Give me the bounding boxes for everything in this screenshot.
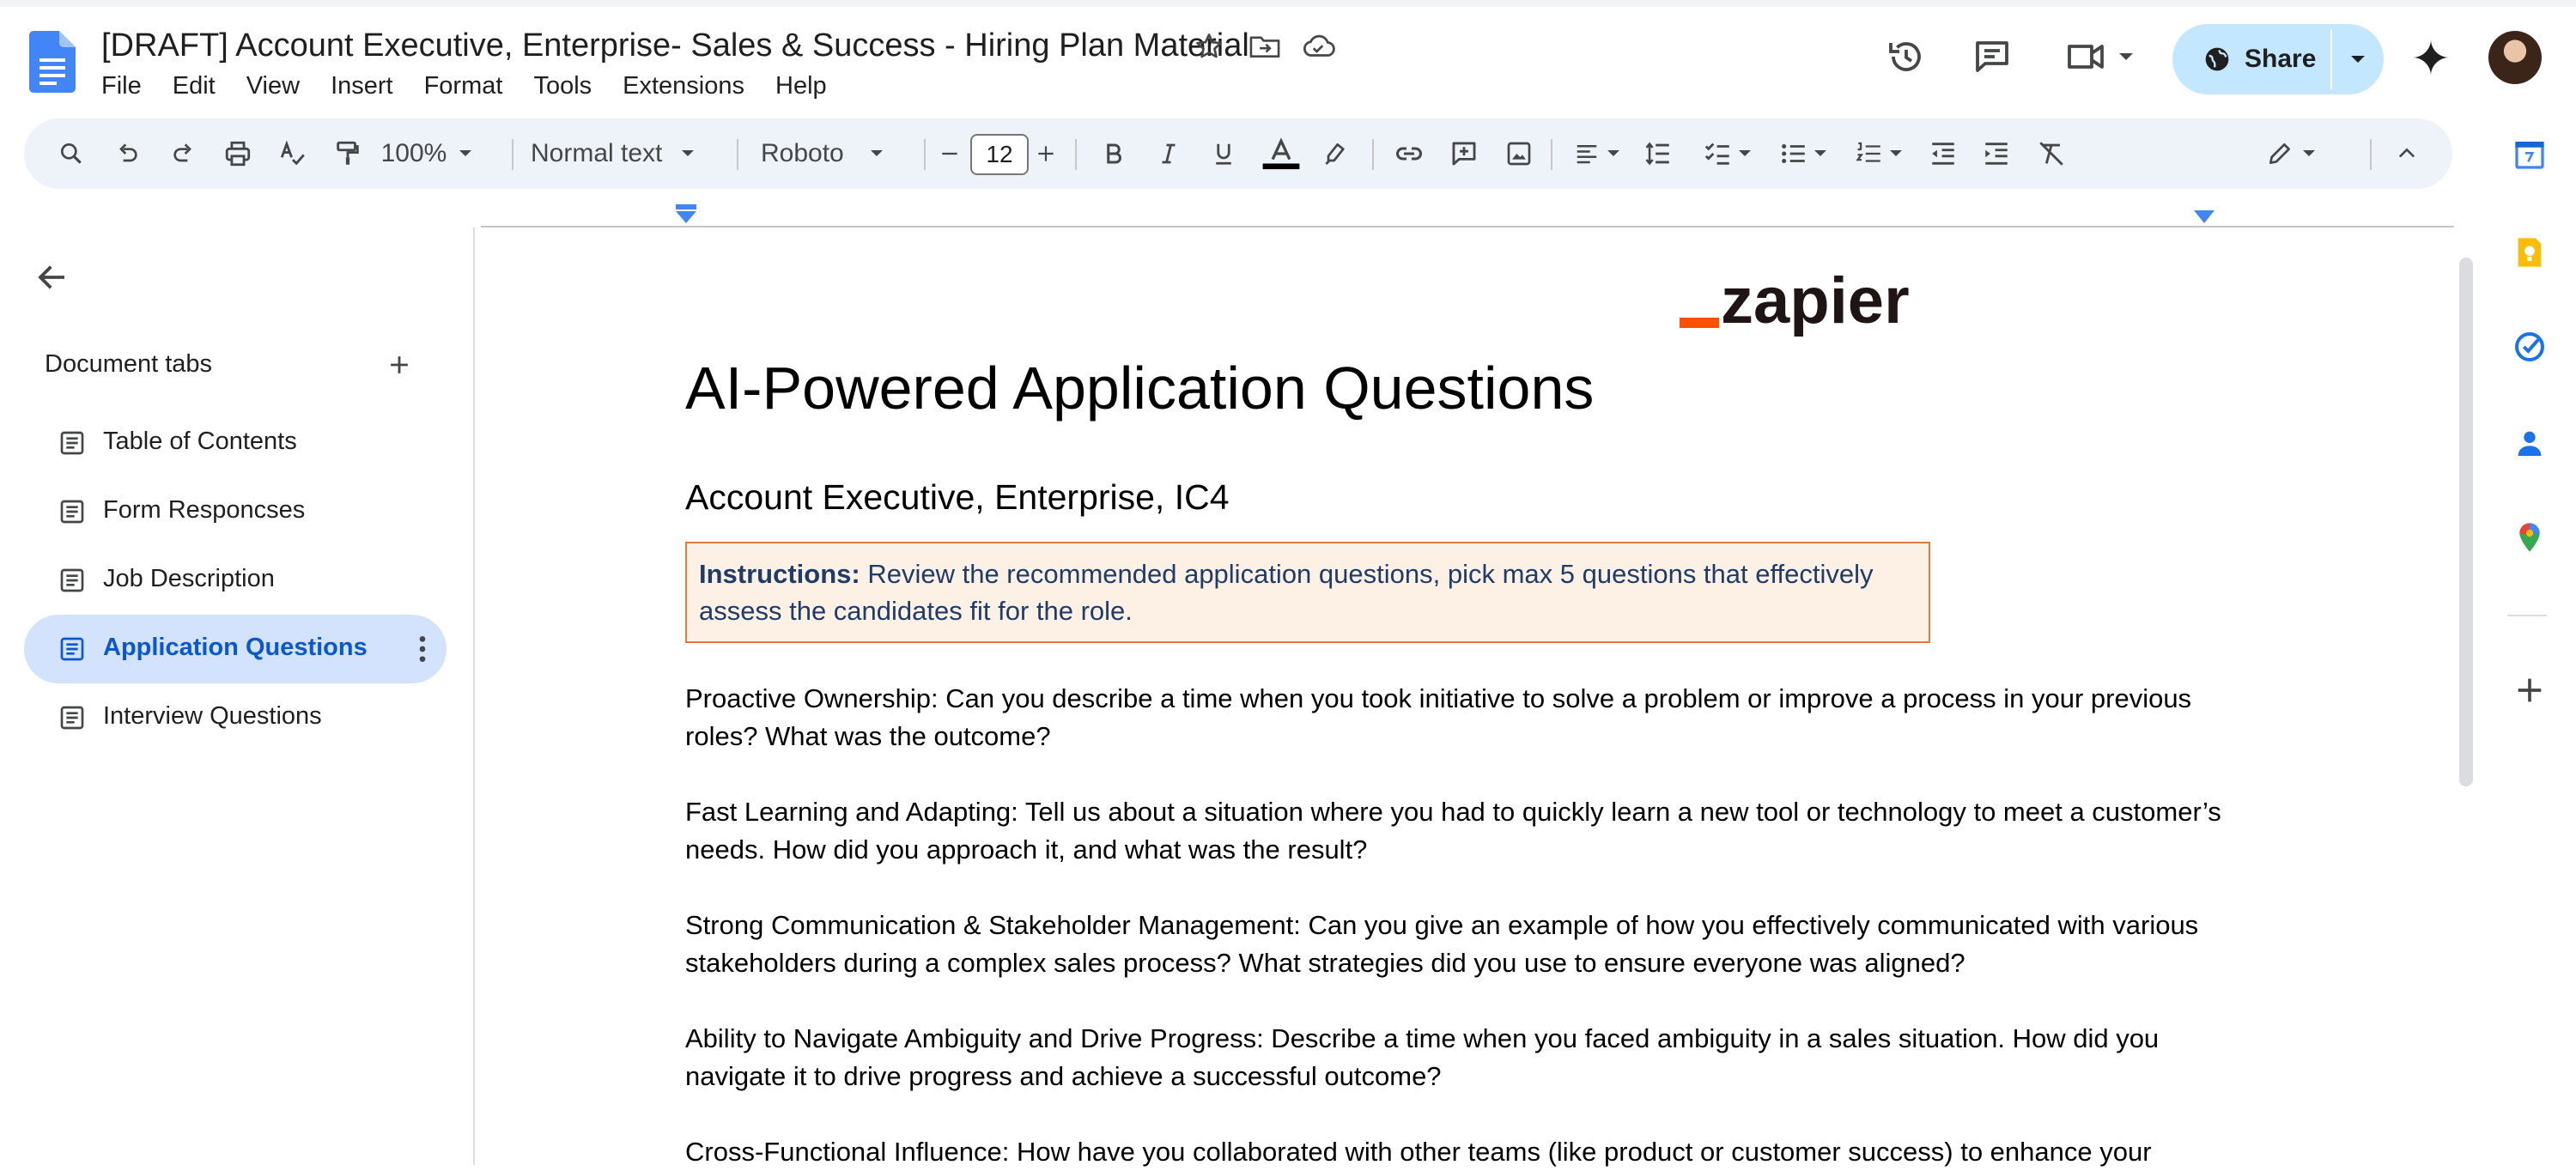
back-arrow-icon[interactable]: [34, 259, 70, 295]
get-addons-icon[interactable]: [2512, 673, 2547, 707]
toolbar-divider: [1372, 139, 1374, 170]
share-button-group: [2172, 24, 2384, 94]
document-subheading: Account Executive, Enterprise, IC4: [685, 477, 1230, 517]
clear-formatting-icon[interactable]: [2030, 118, 2073, 189]
question-paragraph: Ability to Navigate Ambiguity and Drive Progress: Describe a time when you faced ambiguity in a sales situation. How did you navigate it to drive progress and achieve a successful outcome?: [685, 1023, 2160, 1091]
italic-icon[interactable]: [1147, 118, 1190, 189]
tab-label: Application Questions: [103, 634, 368, 661]
zapier-logo: [1680, 266, 1920, 340]
avatar[interactable]: [2488, 31, 2542, 84]
paint-format-icon[interactable]: [326, 118, 369, 189]
document-icon: [58, 704, 86, 731]
docs-logo-icon[interactable]: [29, 31, 76, 93]
increase-indent-icon[interactable]: [1975, 118, 2018, 189]
menu-insert[interactable]: Insert: [331, 72, 393, 100]
bulleted-list-dropdown[interactable]: [1771, 118, 1836, 189]
checklist-dropdown[interactable]: [1695, 118, 1760, 189]
font-select[interactable]: [761, 118, 924, 189]
zoom-value: 100%: [380, 139, 447, 167]
instructions-box: [685, 542, 1930, 643]
paragraph-style-value: Normal text: [531, 139, 663, 167]
question-paragraph: Cross-Functional Influence: How have you collaborated with other teams (like product or customer success) to enhance your: [685, 1137, 2152, 1167]
share-button[interactable]: [2172, 24, 2330, 94]
highlight-color-icon[interactable]: [1314, 118, 1357, 189]
tab-label: Table of Contents: [103, 428, 297, 455]
tab-label: Interview Questions: [103, 702, 322, 730]
menu-file[interactable]: File: [101, 72, 142, 100]
document-icon: [58, 498, 86, 525]
decrease-font-size-icon[interactable]: [933, 118, 967, 189]
contacts-icon[interactable]: [2512, 426, 2547, 460]
side-panel-divider: [2507, 615, 2547, 616]
star-icon[interactable]: [1194, 31, 1224, 62]
toolbar-divider: [2370, 139, 2372, 170]
move-folder-icon[interactable]: [1249, 31, 1281, 62]
tasks-icon[interactable]: [2512, 330, 2547, 364]
paragraph-style-select[interactable]: [531, 118, 737, 189]
meet-icon[interactable]: [2064, 36, 2140, 77]
zapier-wordmark: zapier: [1721, 266, 1910, 337]
document-title[interactable]: [DRAFT] Account Executive, Enterprise- Sales & Success - Hiring Plan Material: [101, 27, 1249, 64]
increase-font-size-icon[interactable]: [1029, 118, 1063, 189]
maps-icon[interactable]: [2512, 520, 2547, 555]
tab-form-responses[interactable]: [24, 477, 447, 546]
print-icon[interactable]: [216, 118, 259, 189]
toolbar-divider: [1551, 139, 1552, 170]
document-icon: [58, 635, 86, 663]
question-paragraph: Strong Communication & Stakeholder Management: Can you give an example of how you effectively communicated with various stakeholders during a complex sales process? What strategies did you use to ensure everyone was aligned?: [685, 910, 2199, 978]
text-color-icon[interactable]: [1257, 118, 1305, 189]
share-label: Share: [2245, 45, 2317, 73]
question-paragraph: Fast Learning and Adapting: Tell us about a situation where you had to quickly learn a new tool or technology to meet a customer’s needs. How did you approach it, and what was the result?: [685, 797, 2221, 865]
numbered-list-dropdown[interactable]: [1846, 118, 1911, 189]
gemini-icon[interactable]: [2411, 38, 2451, 77]
question-paragraph: Proactive Ownership: Can you describe a time when you took initiative to solve a problem or improve a process in your previous roles? What was the outcome?: [685, 683, 2192, 751]
document-tabs-heading: Document tabs: [45, 350, 213, 378]
right-indent-marker[interactable]: [2193, 209, 2215, 225]
tab-job-description[interactable]: [24, 546, 447, 615]
menu-tools[interactable]: Tools: [533, 72, 592, 100]
more-options-icon[interactable]: [405, 632, 440, 666]
instructions-label: Instructions:: [699, 559, 860, 589]
cloud-saved-icon[interactable]: [1300, 31, 1336, 62]
search-menus-icon[interactable]: [50, 118, 93, 189]
tab-table-of-contents[interactable]: [24, 409, 447, 477]
calendar-icon[interactable]: [2512, 137, 2547, 172]
vertical-scrollbar[interactable]: [2459, 258, 2473, 786]
toolbar-divider: [1075, 139, 1077, 170]
toolbar-divider: [924, 139, 926, 170]
font-value: Roboto: [761, 139, 844, 167]
keep-icon[interactable]: [2512, 235, 2547, 270]
toolbar-divider: [737, 139, 738, 170]
panel-divider: [473, 228, 475, 1165]
comments-icon[interactable]: [1971, 36, 2013, 77]
left-indent-marker[interactable]: [675, 204, 697, 225]
menu-view[interactable]: View: [246, 72, 301, 100]
hide-menus-icon[interactable]: [2385, 118, 2428, 189]
menu-help[interactable]: Help: [775, 72, 827, 100]
top-border: [0, 0, 2576, 7]
editing-mode-dropdown[interactable]: [2257, 118, 2325, 189]
decrease-indent-icon[interactable]: [1922, 118, 1965, 189]
add-tab-icon[interactable]: [385, 350, 414, 379]
version-history-icon[interactable]: [1886, 36, 1927, 77]
add-comment-icon[interactable]: [1443, 118, 1485, 189]
document-icon: [58, 429, 86, 457]
document-icon: [58, 567, 86, 594]
globe-icon: [2203, 46, 2231, 73]
menu-edit[interactable]: Edit: [172, 72, 216, 100]
tab-interview-questions[interactable]: [24, 683, 447, 752]
instructions-text: Review the recommended application questions, pick max 5 questions that effectively assess the candidates fit for the role.: [699, 559, 1874, 626]
menu-extensions[interactable]: Extensions: [623, 72, 744, 100]
tab-label: Job Description: [103, 565, 275, 592]
spellcheck-icon[interactable]: [271, 118, 314, 189]
toolbar-divider: [512, 139, 513, 170]
toolbar: [24, 118, 2452, 189]
insert-link-icon[interactable]: [1388, 118, 1431, 189]
share-options-dropdown[interactable]: [2332, 24, 2384, 94]
tab-label: Form Responcses: [103, 496, 306, 524]
align-dropdown[interactable]: [1566, 118, 1626, 189]
menu-bar: [86, 69, 842, 106]
document-heading: AI-Powered Application Questions: [685, 355, 1595, 422]
bold-icon[interactable]: [1092, 118, 1135, 189]
tab-application-questions[interactable]: [24, 615, 447, 683]
redo-icon[interactable]: [161, 118, 204, 189]
ruler: [481, 226, 2454, 228]
font-size-input[interactable]: 12: [970, 134, 1029, 175]
line-spacing-icon[interactable]: [1637, 118, 1680, 189]
menu-format[interactable]: Format: [423, 72, 503, 100]
zoom-select[interactable]: [380, 118, 474, 189]
underline-icon[interactable]: [1202, 118, 1245, 189]
undo-icon[interactable]: [106, 118, 149, 189]
insert-image-icon[interactable]: [1498, 118, 1540, 189]
